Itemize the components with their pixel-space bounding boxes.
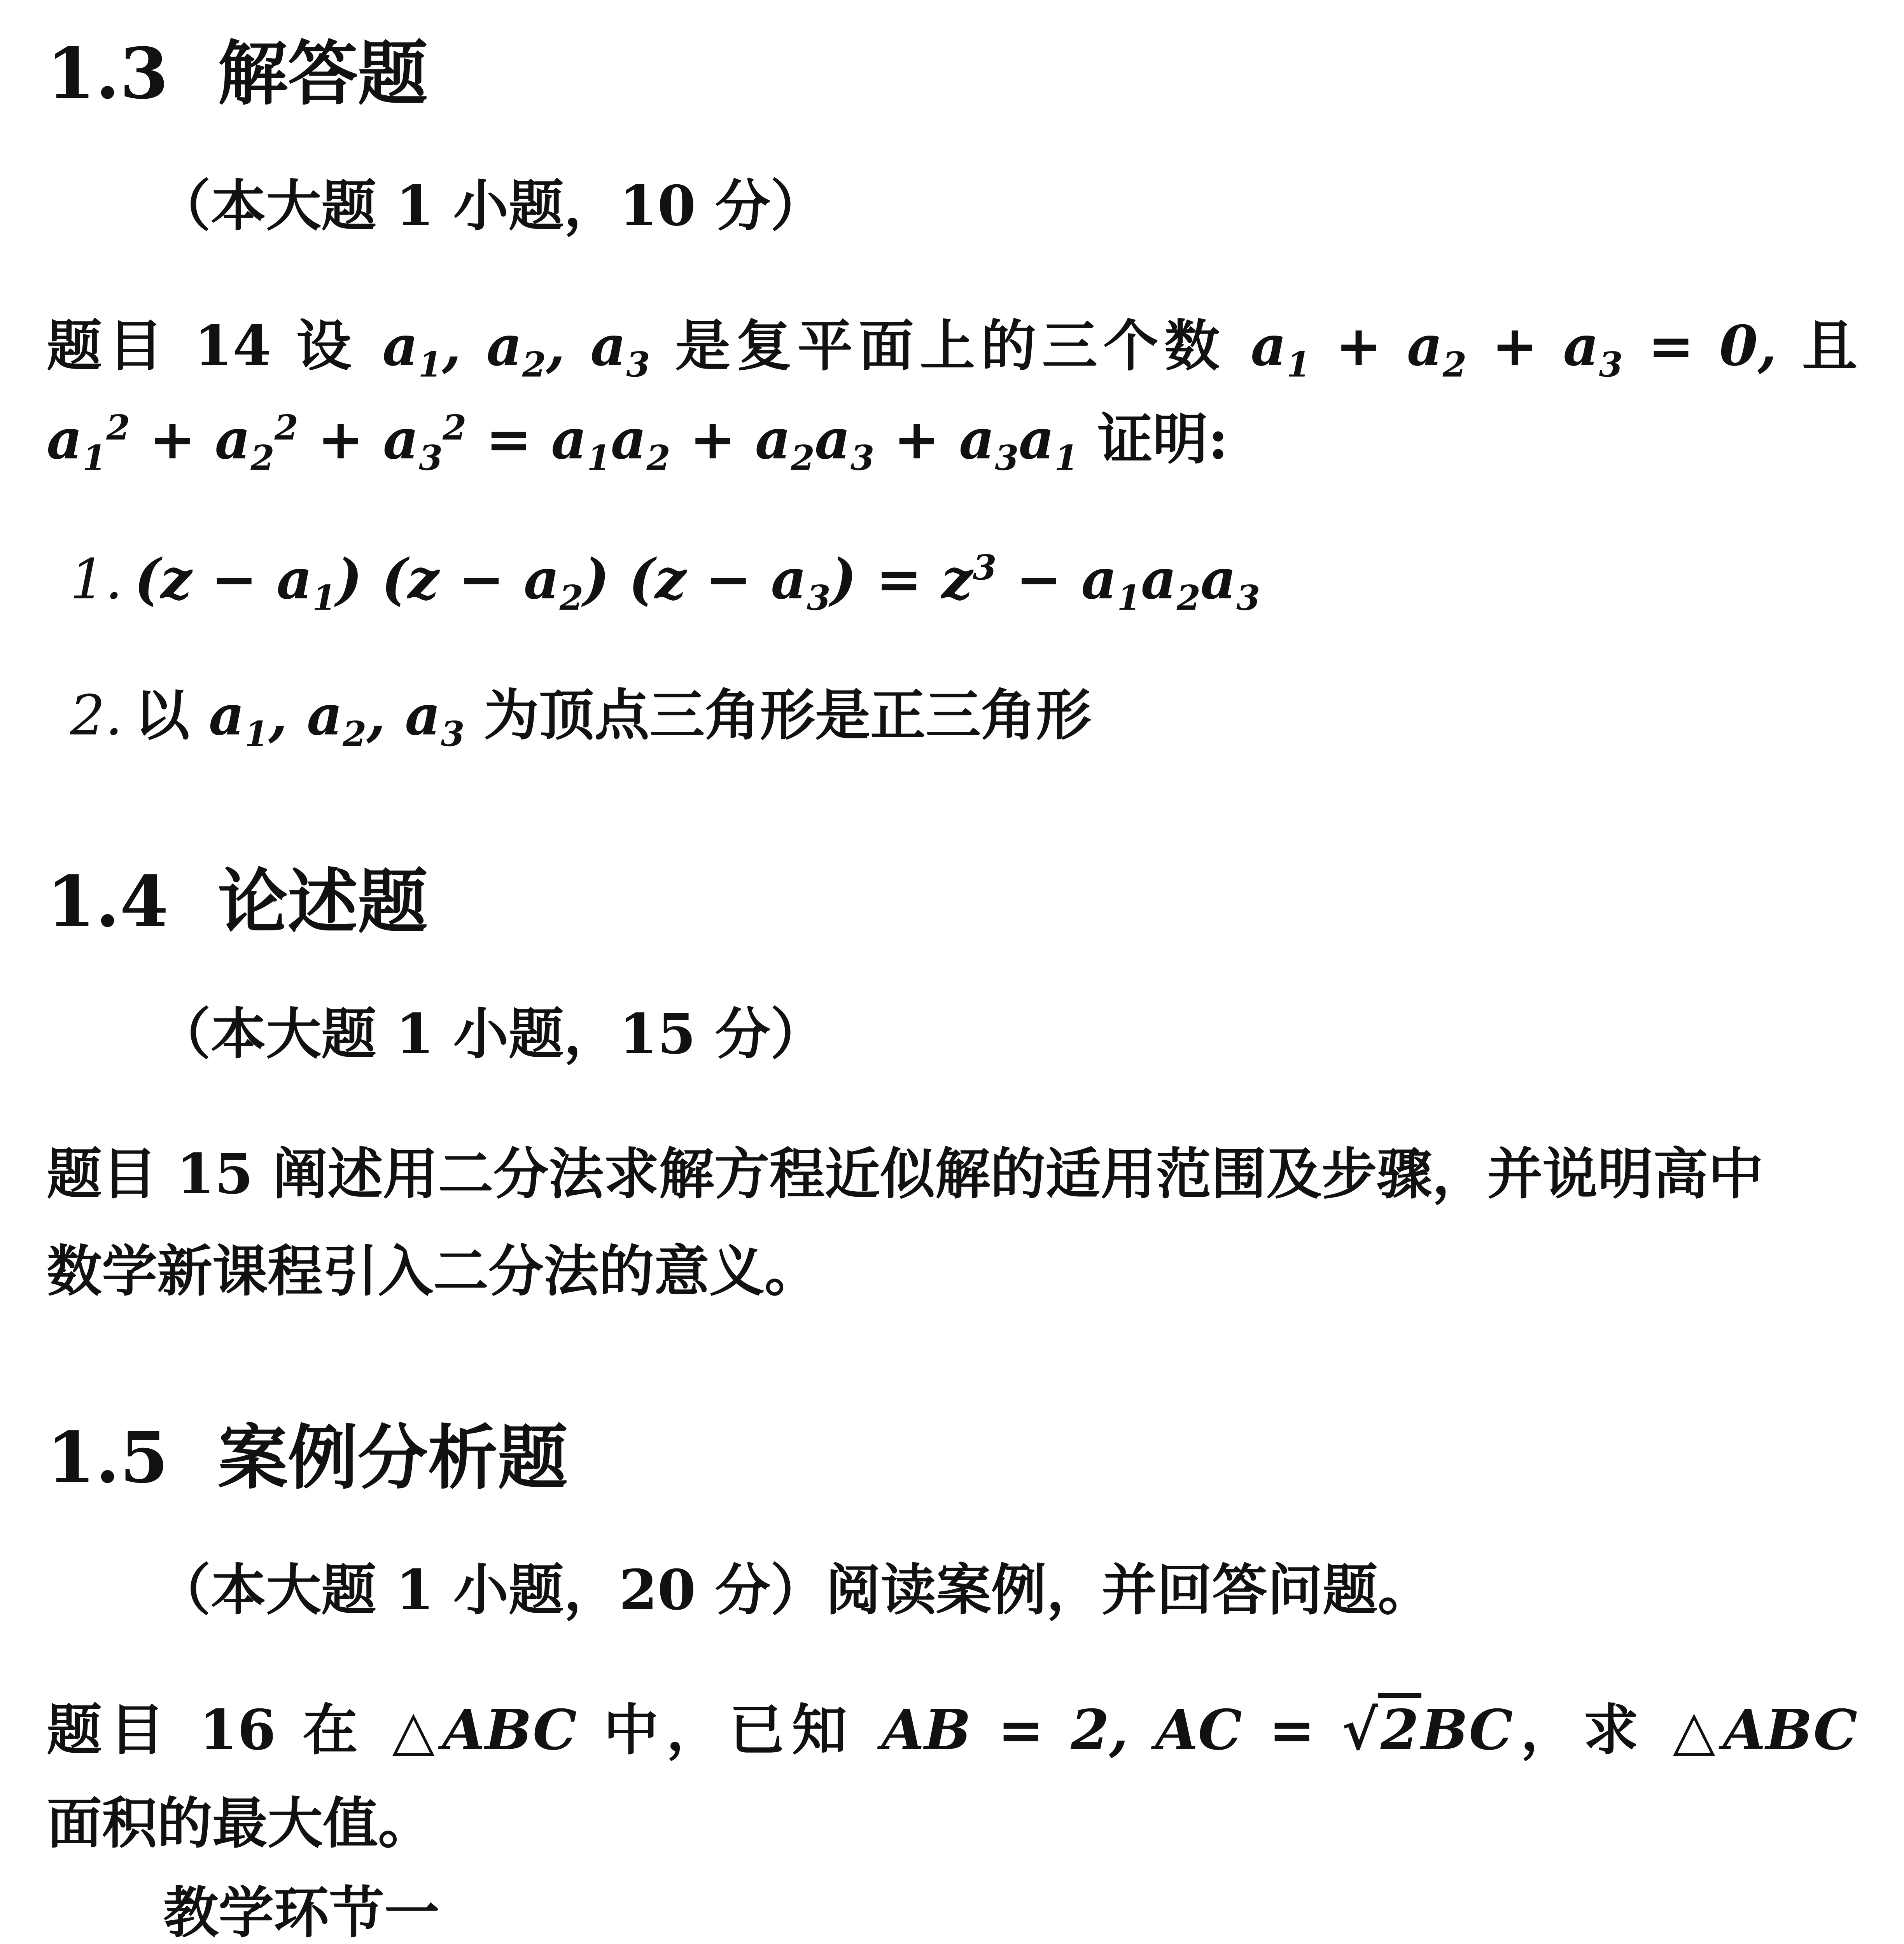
question-16-line-2: 面积的最大值。 xyxy=(47,1791,433,1856)
section-note-1-4: （本大题 1 小题，15 分） xyxy=(156,1002,826,1066)
question-16-line-1: 题目 16 在 △ABC 中，已知 AB = 2, AC = √2BC，求 △ABC xyxy=(47,1691,1857,1769)
question-14-line-2: $a_1^2 + a_2^2 + a_3^2 = a_1a_2 + a_2a_3 + a_3a_1$ 证明: xyxy=(47,407,1228,478)
question-14-item-1: 1. $(z - a_1)$ $(z - a_2)$ $(z - a_3) = z^3 - a_1a_2a_3$ xyxy=(70,547,1260,618)
question-15-line-2: 数学新课程引入二分法的意义。 xyxy=(47,1239,820,1304)
question-14-item-2: 2. 以 $a_1$, $a_2$, $a_3$ 为顶点三角形是正三角形 xyxy=(70,683,1091,754)
question-15-line-1: 题目 15 阐述用二分法求解方程近似解的适用范围及步骤，并说明高中 xyxy=(47,1142,1764,1206)
section-note-1-3: （本大题 1 小题，10 分） xyxy=(156,174,826,238)
section-heading-1-4: 1.4 论述题 xyxy=(47,861,428,943)
section-note-1-5: （本大题 1 小题，20 分）阅读案例，并回答问题。 xyxy=(156,1558,1433,1622)
question-14-line-1: 题目 14 设 $a_1$, $a_2$, $a_3$ 是复平面上的三个数 $a_1 + a_2 + a_3 = 0$, 且 xyxy=(47,314,1858,385)
section-heading-1-5: 1.5 案例分析题 xyxy=(47,1417,568,1499)
section-heading-1-3: 1.3 解答题 xyxy=(47,33,428,115)
teaching-step: 教学环节一 xyxy=(163,1881,439,1944)
